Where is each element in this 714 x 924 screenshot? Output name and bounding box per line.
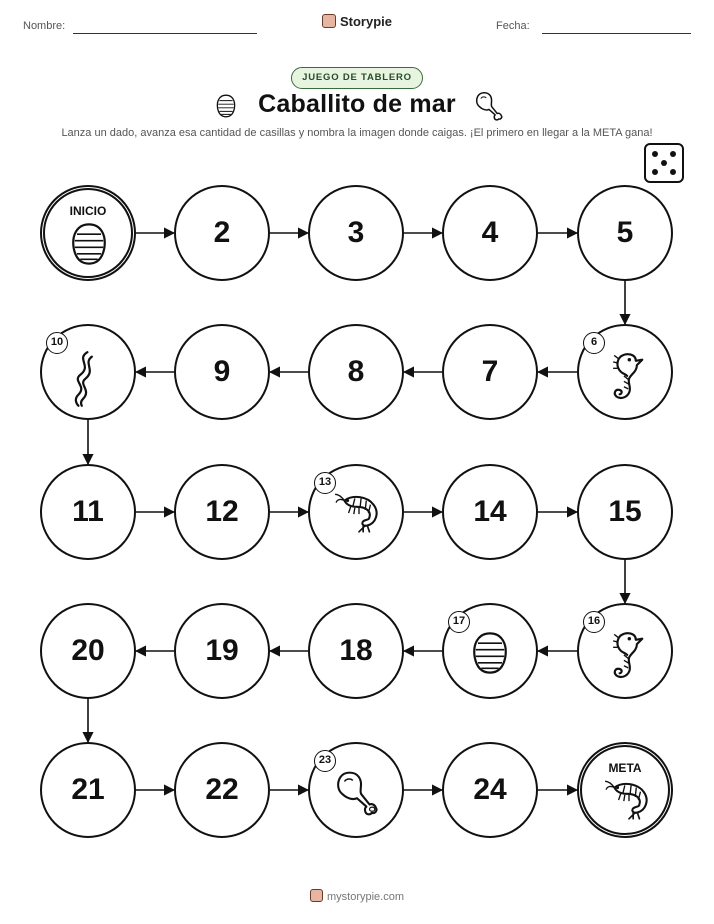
board-cell-5 (577, 185, 673, 281)
board-cell-2 (174, 185, 270, 281)
board-cell-24 (442, 742, 538, 838)
start-cell (40, 185, 136, 281)
name-label: Nombre: (23, 20, 66, 32)
cell-number-badge: 13 (314, 472, 336, 494)
cell-number: 18 (339, 634, 373, 667)
cell-number: 22 (205, 773, 239, 806)
board-cell-12 (174, 464, 270, 560)
brand-name: Storypie (339, 14, 392, 29)
cell-number: 7 (481, 355, 499, 388)
clam-icon (468, 629, 512, 682)
board-cell-9 (174, 324, 270, 420)
finish-cell (577, 742, 673, 838)
shrimp-icon (604, 777, 654, 826)
instructions: Lanza un dado, avanza esa cantidad de casillas y nombra la imagen donde caigas. ¡El primero en llegar a la META gana! (61, 127, 653, 139)
board-cell-20 (40, 603, 136, 699)
cell-number: 5 (616, 216, 634, 249)
board-cell-19 (174, 603, 270, 699)
shrimp-icon (334, 490, 384, 539)
cell-number-badge: 16 (583, 611, 605, 633)
board-cell-22 (174, 742, 270, 838)
cell-number: 20 (71, 634, 105, 667)
board-cell-17 (442, 603, 538, 699)
seahorse-icon (603, 350, 647, 409)
footer-url[interactable]: mystorypie.com (326, 891, 405, 903)
board-cell-11 (40, 464, 136, 560)
cell-number: 3 (347, 216, 365, 249)
board-cell-4 (442, 185, 538, 281)
cell-label: INICIO (69, 204, 107, 218)
seahorse-icon (603, 629, 647, 688)
category-badge: JUEGO DE TABLERO (291, 67, 423, 89)
footer (0, 889, 714, 903)
cell-number: 11 (72, 495, 104, 528)
cell-number: 19 (205, 634, 239, 667)
board-cell-3 (308, 185, 404, 281)
cell-number: 21 (71, 773, 105, 806)
date-label: Fecha: (496, 20, 530, 32)
cell-number: 4 (481, 216, 499, 249)
board-cell-21 (40, 742, 136, 838)
board-cell-16 (577, 603, 673, 699)
drumstick-icon (334, 768, 380, 823)
cell-label: META (608, 761, 642, 775)
board-cell-10 (40, 324, 136, 420)
cell-number: 8 (347, 355, 365, 388)
board-cell-7 (442, 324, 538, 420)
page-title: Caballito de mar (258, 90, 456, 118)
cell-number: 9 (213, 355, 231, 388)
cell-number-badge: 23 (314, 750, 336, 772)
board-cell-8 (308, 324, 404, 420)
board-cell-14 (442, 464, 538, 560)
cell-number: 15 (608, 495, 642, 528)
cell-number-badge: 10 (46, 332, 68, 354)
board-cell-23 (308, 742, 404, 838)
cell-number: 24 (473, 773, 507, 806)
cell-number-badge: 6 (583, 332, 605, 354)
storypie-logo-icon (310, 889, 323, 902)
board-cell-18 (308, 603, 404, 699)
board-cell-6 (577, 324, 673, 420)
clam-icon (67, 220, 111, 273)
cell-number-badge: 17 (448, 611, 470, 633)
cell-number: 14 (473, 495, 507, 528)
cell-number: 12 (205, 495, 239, 528)
board-cell-15 (577, 464, 673, 560)
board-cell-13 (308, 464, 404, 560)
seaweed-icon (66, 350, 102, 413)
cell-number: 2 (213, 216, 231, 249)
